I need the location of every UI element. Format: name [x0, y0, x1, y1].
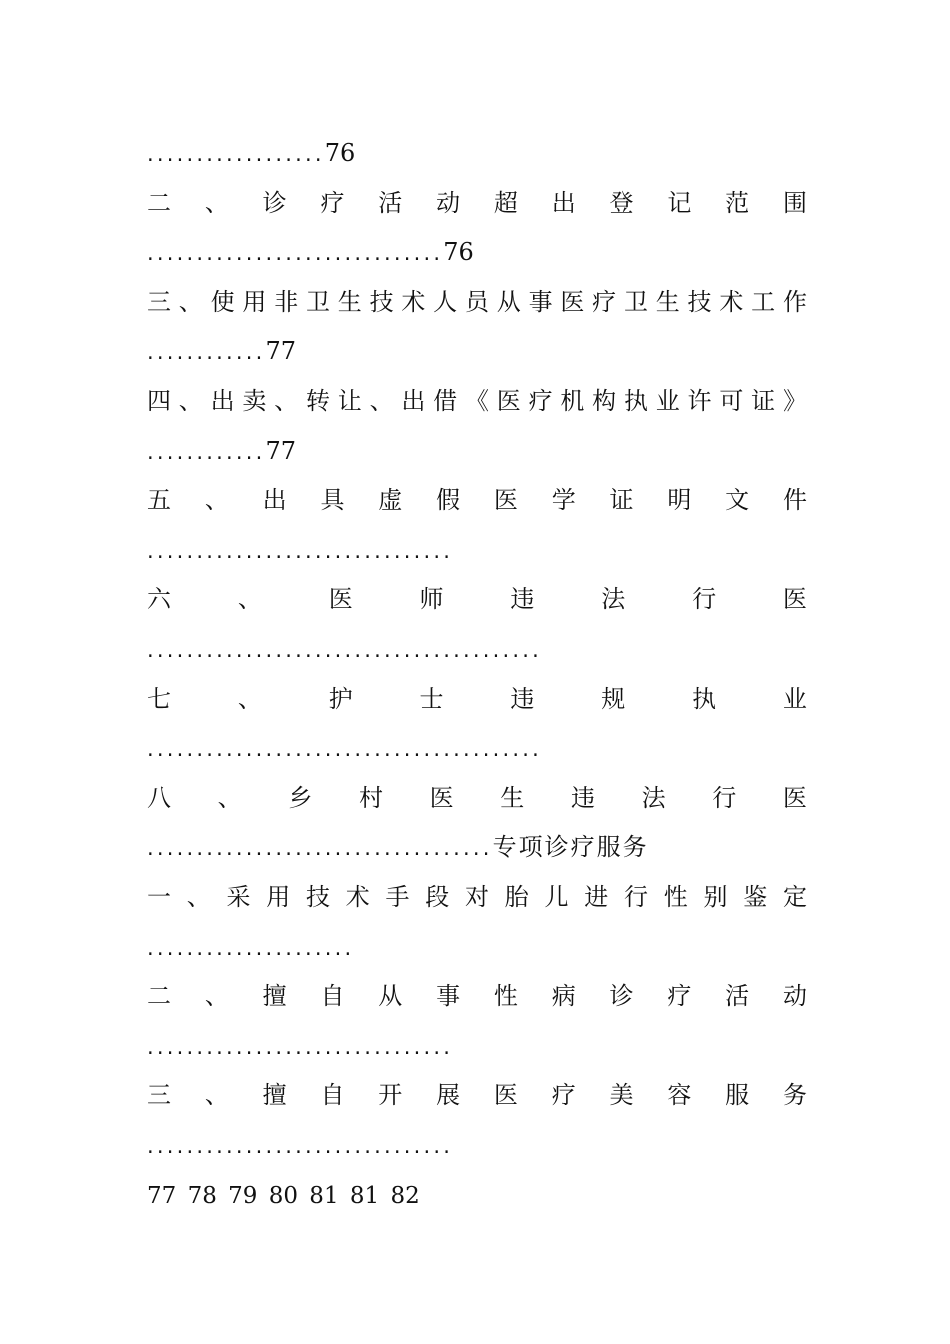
dot-leader: ............................... — [147, 538, 454, 563]
dot-leader: ............................... — [147, 1034, 454, 1059]
toc-leader-line — [147, 533, 807, 567]
dot-leader: .............................. — [147, 241, 444, 266]
toc-leader-line — [147, 632, 807, 666]
dot-leader: ............ — [147, 439, 266, 464]
toc-leader-line — [147, 731, 807, 765]
toc-heading: 四 、 出 卖 、 转 让 、 出 借 《 医 疗 机 构 执 业 许 可 证 》 — [147, 387, 807, 415]
toc-leader-line — [147, 1128, 807, 1162]
page-number-list — [147, 1178, 807, 1212]
section-title: 专项诊疗服务 — [492, 833, 649, 862]
toc-heading: 二 、 诊 疗 活 动 超 出 登 记 范 围 — [147, 188, 807, 217]
dot-leader: ............ — [147, 340, 266, 365]
page-number: 76 — [324, 139, 356, 167]
toc-leader-line — [147, 930, 807, 964]
dot-leader: ........................................ — [147, 638, 543, 662]
dot-leader: .................. — [147, 142, 325, 166]
page-number: 77 — [265, 436, 297, 465]
dot-leader: ................................... — [147, 836, 493, 861]
toc-heading: 二 、 擅 自 从 事 性 病 诊 疗 活 动 — [147, 982, 807, 1011]
toc-leader-line — [147, 1029, 807, 1063]
toc-leader-line — [147, 334, 807, 368]
toc-heading: 三 、 擅 自 开 展 医 疗 美 容 服 务 — [147, 1081, 807, 1110]
toc-leader-line — [147, 235, 807, 269]
toc-heading: 六 、 医 师 违 法 行 医 — [147, 585, 807, 614]
dot-leader: ............................... — [147, 1134, 454, 1158]
page-number: 76 — [443, 238, 474, 267]
toc-heading: 七 、 护 士 违 规 执 业 — [147, 684, 807, 713]
dot-leader: ..................... — [147, 935, 355, 960]
toc-leader-line — [147, 136, 807, 170]
toc-leader-line — [147, 434, 807, 468]
page-number: 77 — [265, 337, 297, 366]
toc-leader-line — [147, 830, 807, 864]
toc-heading: 五 、 出 具 虚 假 医 学 证 明 文 件 — [147, 486, 807, 515]
toc-heading: 八 、 乡 村 医 生 违 法 行 医 — [147, 783, 807, 812]
toc-heading: 三 、 使 用 非 卫 生 技 术 人 员 从 事 医 疗 卫 生 技 术 工 作 — [147, 287, 807, 316]
toc-heading: 一 、 采 用 技 术 手 段 对 胎 儿 进 行 性 别 鉴 定 — [147, 883, 807, 911]
dot-leader: ........................................ — [147, 737, 543, 762]
page-numbers: 77 78 79 80 81 81 82 — [147, 1182, 420, 1209]
